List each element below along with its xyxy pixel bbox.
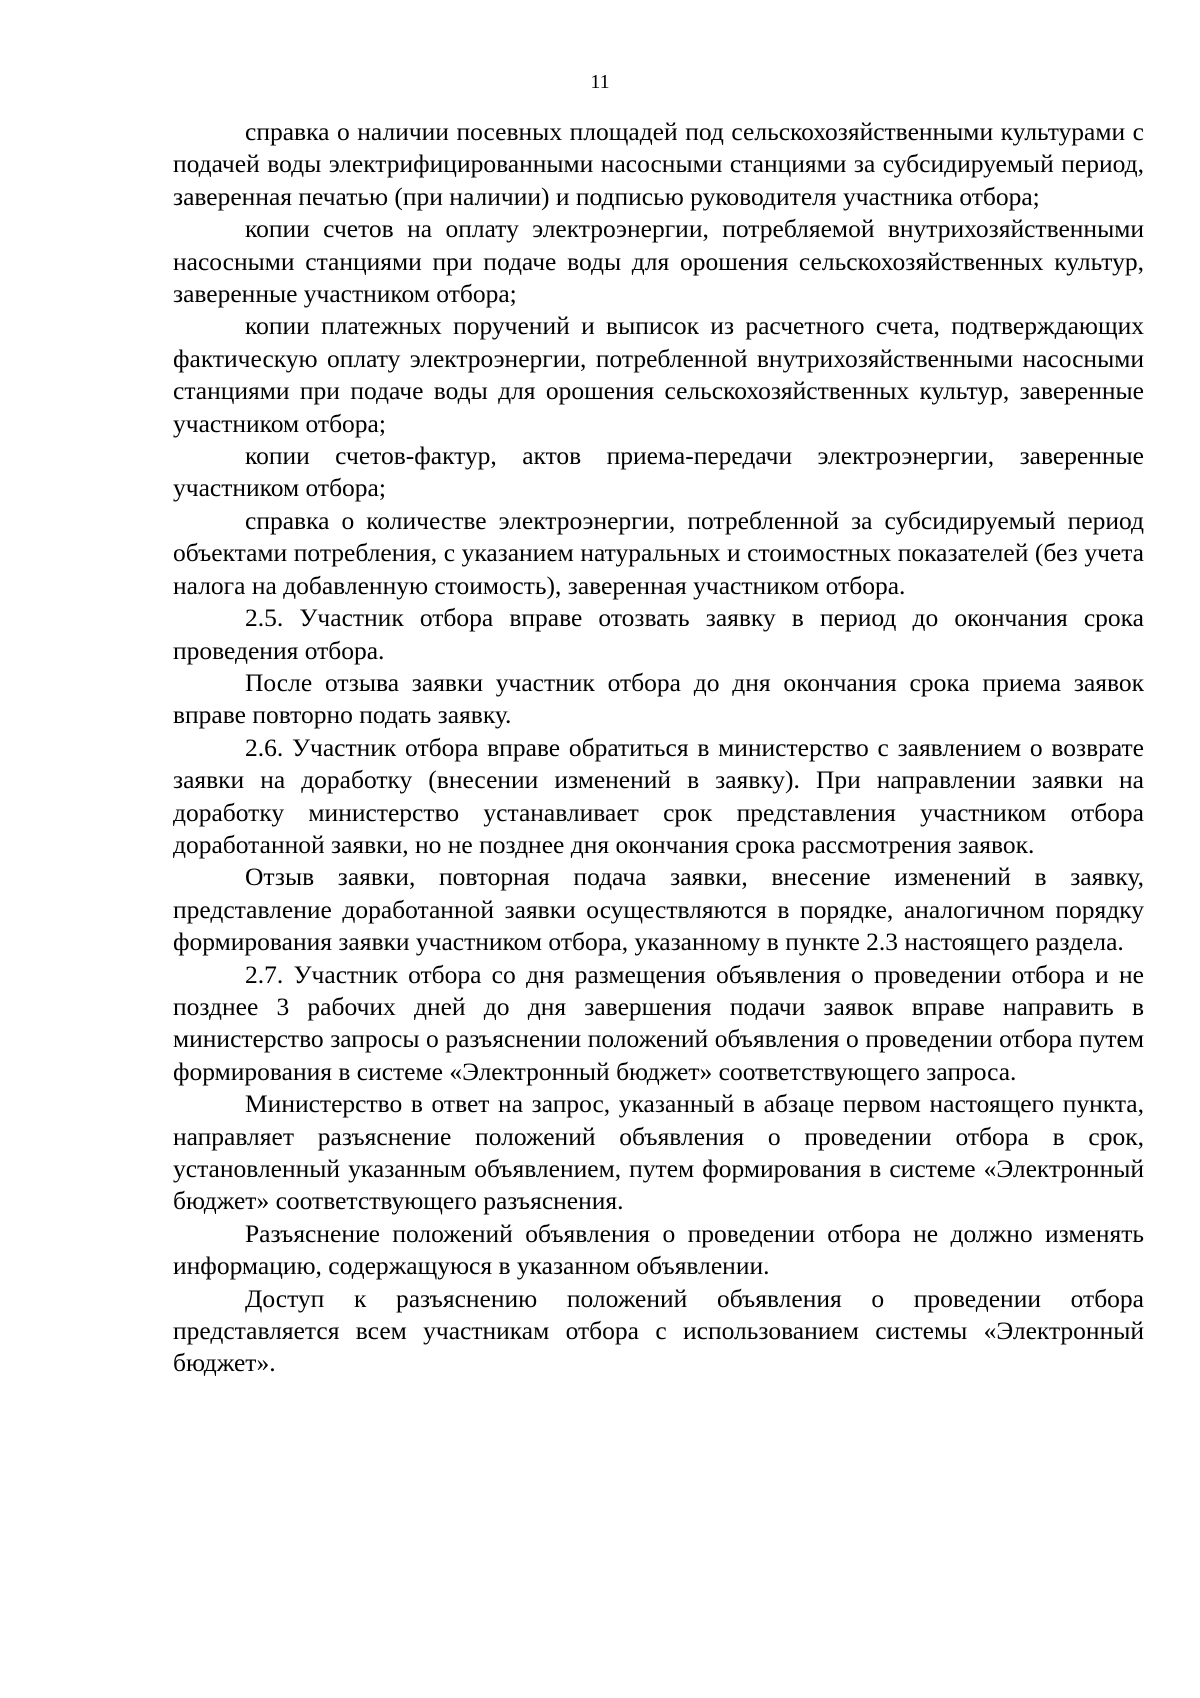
paragraph-1: справка о наличии посевных площадей под сельскохозяйственными культурами с подачей воды электрифицированными насосными станциями за субсидируемый период, заверенная печатью (при наличии) и подписью руководителя участника отбора; (173, 117, 1144, 211)
paragraph-12: Разъяснение положений объявления о проведении отбора не должно изменять информацию, содержащуюся в указанном объявлении. (173, 1218, 1144, 1281)
paragraph-9: Отзыв заявки, повторная подача заявки, внесение изменений в заявку, представление доработанной заявки осуществляются в порядке, аналогичном порядку формирования заявки участником отбора, указанному в пункте 2.3 настоящего раздела. (173, 862, 1144, 957)
page-number: 11 (590, 71, 610, 93)
paragraph-10: 2.7. Участник отбора со дня размещения объявления о проведении отбора и не позднее 3 рабочих дней до дня завершения подачи заявок вправе направить в министерство запросы о разъяснении положений объявления о проведении отбора путем формирования в системе «Электронный бюджет» соответствующего запроса. (173, 959, 1144, 1086)
paragraph-2: копии счетов на оплату электроэнергии, потребляемой внутрихозяйственными насосными станциями при подаче воды для орошения сельскохозяйственных культур, заверенные участником отбора; (173, 214, 1144, 309)
document-body (173, 116, 1144, 1380)
paragraph-6: 2.5. Участник отбора вправе отозвать заявку в период до окончания срока проведения отбора. (173, 603, 1144, 665)
paragraph-11: Министерство в ответ на запрос, указанный в абзаце первом настоящего пункта, направляет разъяснение положений объявления о проведении отбора в срок, установленный указанным объявлением, путем формирования в системе «Электронный бюджет» соответствующего разъяснения. (173, 1089, 1144, 1216)
paragraph-13: Доступ к разъяснению положений объявления о проведении отбора представляется всем участникам отбора с использованием системы «Электронный бюджет». (173, 1283, 1144, 1378)
paragraph-8: 2.6. Участник отбора вправе обратиться в министерство с заявлением о возврате заявки на доработку (внесении изменений в заявку). При направлении заявки на доработку министерство устанавливает срок представления участником отбора доработанной заявки, но не позднее дня окончания срока рассмотрения заявок. (173, 732, 1144, 859)
paragraph-4: копии счетов-фактур, актов приема-передачи электроэнергии, заверенные участником отбора; (173, 441, 1144, 503)
paragraph-5: справка о количестве электроэнергии, потребленной за субсидируемый период объектами потребления, с указанием натуральных и стоимостных показателей (без учета налога на добавленную стоимость), заверенная участником отбора. (173, 505, 1144, 600)
paragraph-3: копии платежных поручений и выписок из расчетного счета, подтверждающих фактическую оплату электроэнергии, потребленной внутрихозяйственными насосными станциями при подаче воды для орошения сельскохозяйственных культур, заверенные участником отбора; (173, 311, 1144, 438)
paragraph-7: После отзыва заявки участник отбора до дня окончания срока приема заявок вправе повторно подать заявку. (173, 667, 1144, 730)
